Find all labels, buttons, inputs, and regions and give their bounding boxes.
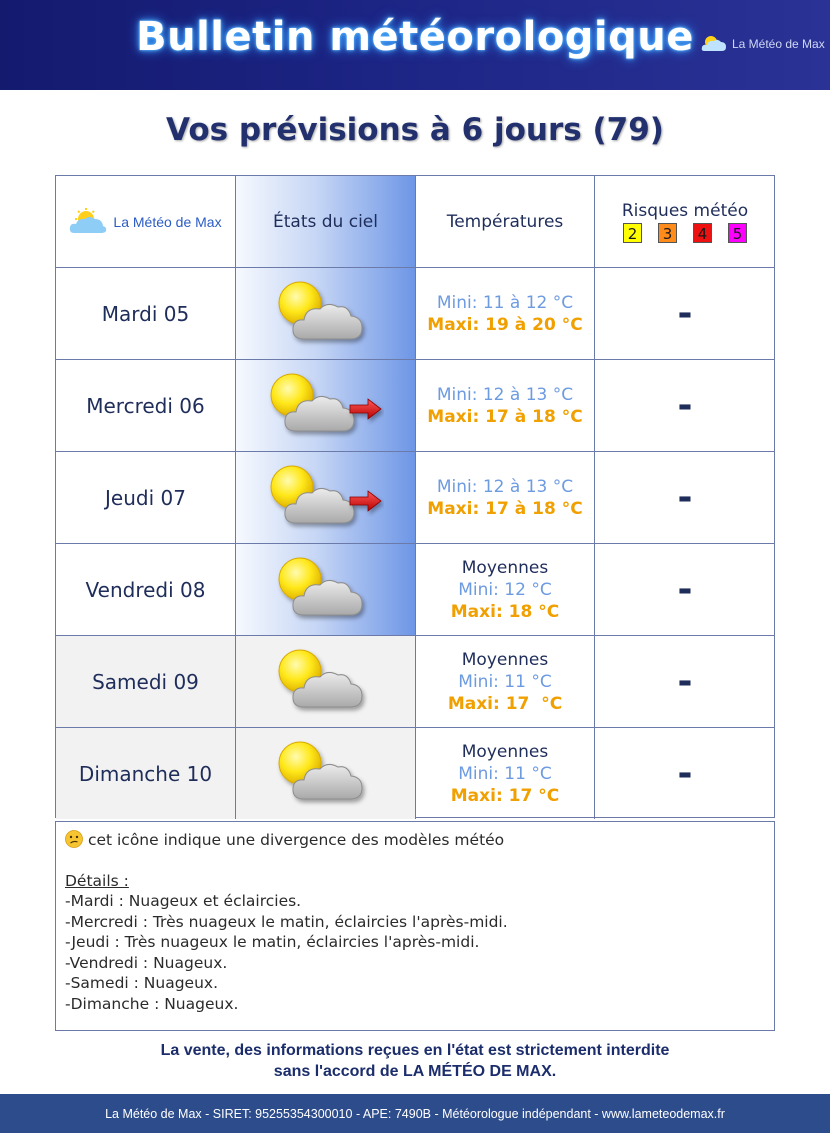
risk-value: - bbox=[677, 753, 693, 794]
table-logo-text: La Météo de Max bbox=[113, 213, 222, 230]
risk-value: - bbox=[677, 569, 693, 610]
sun-cloud-icon bbox=[276, 647, 376, 717]
risk-cell bbox=[595, 636, 775, 728]
header-banner bbox=[0, 0, 830, 90]
forecast-table bbox=[55, 175, 775, 818]
max-temperature: Maxi: 19 à 20 °C bbox=[427, 314, 583, 335]
temperature-cell bbox=[416, 268, 595, 360]
sun-cloud-icon bbox=[276, 555, 376, 625]
column-header-sky bbox=[236, 176, 416, 268]
page-title: Bulletin météorologique bbox=[136, 14, 694, 60]
sky-state-cell bbox=[236, 360, 416, 452]
brand-logo bbox=[700, 34, 825, 54]
sky-state-cell bbox=[236, 268, 416, 360]
risk-value: - bbox=[677, 477, 693, 518]
min-temperature: Mini: 11 °C bbox=[458, 671, 552, 692]
column-header-sky-label: États du ciel bbox=[273, 211, 378, 232]
sky-state-cell bbox=[236, 728, 416, 819]
average-label: Moyennes bbox=[461, 741, 549, 762]
details-line: -Mercredi : Très nuageux le matin, éclaircies l'après-midi. bbox=[65, 912, 508, 931]
max-temperature: Maxi: 18 °C bbox=[450, 601, 560, 622]
risk-level-2-badge: 2 bbox=[623, 223, 642, 243]
weather-logo-icon bbox=[700, 34, 728, 54]
day-label: Dimanche 10 bbox=[78, 761, 213, 786]
min-temperature: Mini: 12 à 13 °C bbox=[436, 384, 574, 405]
min-temperature: Mini: 11 °C bbox=[458, 763, 552, 784]
risk-level-legend bbox=[623, 223, 747, 243]
max-temperature: Maxi: 17 °C bbox=[450, 785, 560, 806]
sun-cloud-icon bbox=[276, 739, 376, 809]
sky-state-cell bbox=[236, 636, 416, 728]
weather-logo-icon bbox=[69, 208, 109, 236]
details-heading: Détails : bbox=[65, 871, 129, 890]
sky-state-cell bbox=[236, 452, 416, 544]
risk-level-4-badge: 4 bbox=[693, 223, 712, 243]
legal-notice-line: sans l'accord de LA MÉTÉO DE MAX. bbox=[273, 1063, 557, 1080]
risk-value: - bbox=[677, 293, 693, 334]
temperature-cell bbox=[416, 544, 595, 636]
risk-cell bbox=[595, 360, 775, 452]
day-label: Mardi 05 bbox=[101, 301, 190, 326]
min-temperature: Mini: 12 °C bbox=[458, 579, 552, 600]
sun-cloud-arrow-icon bbox=[268, 463, 384, 533]
day-label: Samedi 09 bbox=[92, 669, 199, 694]
day-label: Mercredi 06 bbox=[86, 393, 205, 418]
details-line: -Jeudi : Très nuageux le matin, éclaircies l'après-midi. bbox=[65, 933, 480, 951]
sun-cloud-icon bbox=[276, 279, 376, 349]
temperature-cell bbox=[416, 360, 595, 452]
table-row-day bbox=[56, 544, 236, 636]
brand-logo-text: La Météo de Max bbox=[732, 37, 825, 51]
average-label: Moyennes bbox=[461, 649, 549, 670]
min-temperature: Mini: 12 à 13 °C bbox=[436, 476, 574, 497]
details-line: -Samedi : Nuageux. bbox=[65, 974, 219, 992]
details-line: -Dimanche : Nuageux. bbox=[65, 994, 239, 1013]
column-header-temperatures bbox=[416, 176, 595, 268]
day-label: Vendredi 08 bbox=[85, 577, 206, 602]
sun-cloud-arrow-icon bbox=[268, 371, 384, 441]
min-temperature: Mini: 11 à 12 °C bbox=[436, 292, 574, 313]
risk-value: - bbox=[677, 385, 693, 426]
details-line: -Vendredi : Nuageux. bbox=[65, 953, 228, 972]
risk-level-5-badge: 5 bbox=[728, 223, 747, 243]
details-line: -Mardi : Nuageux et éclaircies. bbox=[65, 892, 302, 910]
confused-face-icon bbox=[65, 830, 83, 848]
table-row-day bbox=[56, 452, 236, 544]
legal-notice bbox=[0, 1040, 830, 1082]
footer-text: La Météo de Max - SIRET: 95255354300010 - APE: 7490B - Météorologue indépendant - www.lameteodemax.fr bbox=[105, 1106, 725, 1121]
max-temperature: Maxi: 17 à 18 °C bbox=[427, 406, 583, 427]
risk-level-3-badge: 3 bbox=[658, 223, 677, 243]
risk-cell bbox=[595, 268, 775, 360]
column-header-risks bbox=[595, 176, 775, 268]
sky-state-cell bbox=[236, 544, 416, 636]
risk-cell bbox=[595, 728, 775, 819]
table-row-day bbox=[56, 360, 236, 452]
max-temperature: Maxi: 17 à 18 °C bbox=[427, 498, 583, 519]
temperature-cell bbox=[416, 452, 595, 544]
day-label: Jeudi 07 bbox=[105, 485, 186, 510]
table-row-day bbox=[56, 728, 236, 819]
risk-value: - bbox=[677, 661, 693, 702]
details-box bbox=[55, 821, 775, 1031]
column-header-risks-label: Risques météo bbox=[621, 200, 749, 221]
column-header-temperatures-label: Températures bbox=[446, 211, 564, 232]
risk-cell bbox=[595, 544, 775, 636]
footer-bar bbox=[0, 1094, 830, 1133]
divergence-note bbox=[65, 830, 765, 851]
max-temperature: Maxi: 17 °C bbox=[447, 693, 563, 714]
temperature-cell bbox=[416, 636, 595, 728]
table-logo-cell bbox=[56, 176, 236, 268]
table-row-day bbox=[56, 636, 236, 728]
forecast-subtitle: Vos prévisions à 6 jours (79) bbox=[166, 112, 664, 148]
legal-notice-line: La vente, des informations reçues en l'état est strictement interdite bbox=[160, 1042, 670, 1059]
average-label: Moyennes bbox=[461, 557, 549, 578]
temperature-cell bbox=[416, 728, 595, 819]
divergence-note-text: cet icône indique une divergence des modèles météo bbox=[87, 831, 505, 849]
table-row-day bbox=[56, 268, 236, 360]
risk-cell bbox=[595, 452, 775, 544]
